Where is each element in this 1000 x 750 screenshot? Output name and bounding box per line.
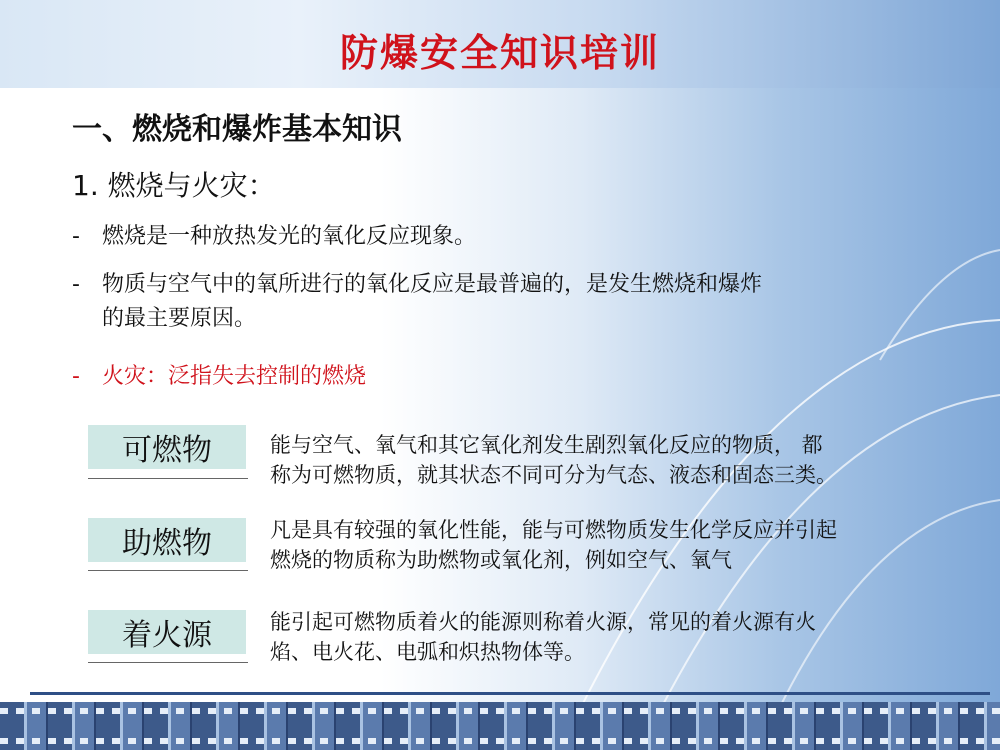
term-label-ignition-source: 着火源: [88, 610, 246, 654]
footer-film-strip: [0, 702, 1000, 750]
bullet-text: 物质与空气中的氧所进行的氧化反应是最普遍的，是发生燃烧和爆炸: [102, 272, 763, 297]
term-underline: [88, 570, 248, 571]
term-underline: [88, 478, 248, 479]
term-description: [270, 515, 960, 575]
bullet-dash: -: [72, 272, 80, 297]
bullet-dash: -: [72, 364, 80, 389]
description-line: 凡是具有较强的氧化性能，能与可燃物质发生化学反应并引起: [270, 518, 837, 542]
term-description: [270, 430, 960, 490]
term-label-combustible: 可燃物: [88, 425, 246, 469]
bullet-dash: -: [72, 224, 80, 249]
description-line: 能与空气、氧气和其它氧化剂发生剧烈氧化反应的物质， 都: [270, 433, 823, 457]
bullet-text-continued: 的最主要原因。: [102, 306, 257, 331]
subheading: 1. 燃烧与火灾：: [72, 169, 276, 202]
term-underline: [88, 662, 248, 663]
slide-title: 防爆安全知识培训: [339, 31, 660, 75]
description-line: 能引起可燃物质着火的能源则称着火源，常见的着火源有火: [270, 610, 816, 634]
bullet-text: 火灾：泛指失去控制的燃烧: [102, 364, 367, 389]
term-label-oxidizer: 助燃物: [88, 518, 246, 562]
bullet-item: [72, 268, 762, 336]
bullet-item-highlight: [72, 360, 366, 394]
footer-divider: [30, 692, 990, 695]
description-line: 焰、电火花、电弧和炽热物体等。: [270, 640, 585, 664]
bullet-item: [72, 220, 476, 254]
term-description: [270, 607, 960, 667]
description-line: 称为可燃物质，就其状态不同可分为气态、液态和固态三类。: [270, 463, 837, 487]
description-line: 燃烧的物质称为助燃物或氧化剂，例如空气、氧气: [270, 548, 732, 572]
bullet-text: 燃烧是一种放热发光的氧化反应现象。: [102, 224, 477, 249]
section-heading: 一、燃烧和爆炸基本知识: [72, 112, 402, 147]
